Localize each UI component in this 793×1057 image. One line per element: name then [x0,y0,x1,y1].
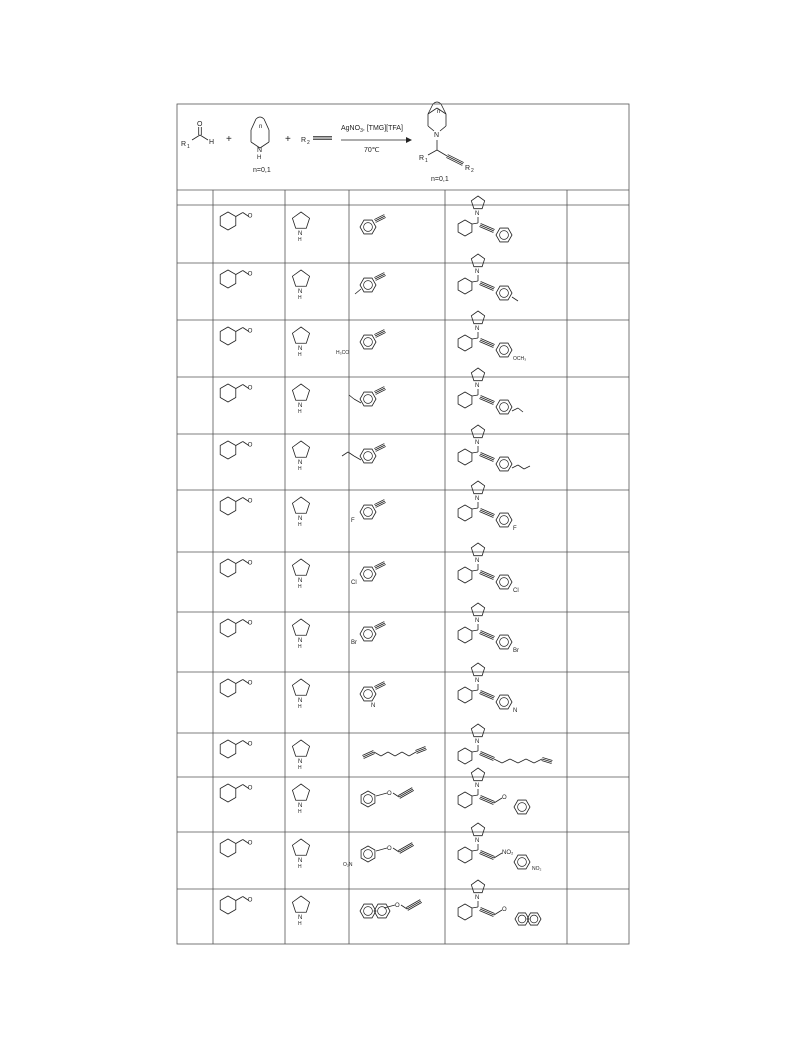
pyrrolidine-nitrogen: N [298,638,303,644]
pyrrolidine-ring [471,254,484,267]
aldehyde-oxygen: O [247,785,253,792]
product-nitrogen: N [475,739,480,745]
bond-line [393,848,399,852]
bond-line [236,620,243,624]
product-nitrogen: N [475,618,480,624]
triple-bond [447,156,463,164]
benzene-ring [360,449,376,463]
bond-line [236,897,243,901]
pyrrolidine-ring [471,768,484,781]
pyrrolidine-ring [471,724,484,737]
bond-line [472,223,478,224]
cyclohexane-ring [220,559,236,577]
halogen-substituent: Br [351,640,357,646]
aldehyde-oxygen: O [247,560,253,567]
cyclohexane-ring [220,441,236,459]
table-rows [220,196,552,927]
amine-nitrogen: N [257,147,263,154]
triple-bond [542,759,552,762]
pyrrolidine-hydrogen: H [298,409,302,415]
halogen-substituent: Cl [351,580,357,586]
bond-line [518,465,524,469]
pyrrolidine-ring [292,619,309,635]
table-row [220,880,541,927]
triple-bond [542,761,552,764]
pyrrolidine-ring [292,497,309,513]
pyrrolidine-nitrogen: N [298,578,303,584]
benzene-ring [496,513,512,527]
cyclohexane-ring [458,449,472,465]
reaction-temperature: 70℃ [364,147,380,154]
para-substituent: OCH₃ [513,356,527,362]
cyclohexane-ring [458,904,472,920]
para-substituent: Cl [513,588,519,594]
alkyne-r-group: R [301,137,307,144]
pyrrolidine-hydrogen: H [298,584,302,590]
bond-line [395,752,402,756]
pyrrolidine-nitrogen: N [298,516,303,522]
bond-line [472,630,478,631]
pyridine-ring [360,687,376,701]
table-row [220,663,517,714]
pyrrolidine-nitrogen: N [298,403,303,409]
ether-oxygen: NO₂ [502,850,514,856]
cyclohexane-ring [458,792,472,808]
bond-line [512,408,518,411]
aromatic-circle [500,231,509,240]
pyrrolidine-hydrogen: H [298,864,302,870]
benzene-ring [360,567,376,581]
aromatic-circle [518,858,527,867]
triple-bond [542,757,552,760]
bond-line [472,907,478,908]
cyclohexane-ring [220,270,236,288]
bond-line [502,759,510,763]
product-nitrogen: N [475,496,480,502]
benzene-ring [360,627,376,641]
pyrrolidine-nitrogen: N [298,346,303,352]
cyclohexane-ring [220,740,236,758]
cyclohexane-ring [220,619,236,637]
pyrrolidine-ring [292,896,309,912]
aromatic-circle [500,638,509,647]
arrow-head [406,137,412,143]
aldehyde-oxygen: O [247,840,253,847]
aromatic-circle [500,289,509,298]
table-row [220,254,518,301]
aldehyde-r-group: R [181,141,187,148]
pyrrolidine-ring [471,603,484,616]
ether-oxygen: O [395,903,400,909]
aldehyde-oxygen: O [197,121,203,128]
pyrrolidine-nitrogen: N [298,460,303,466]
benzene-ring [496,228,512,242]
cyclohexane-ring [458,505,472,521]
aromatic-circle [500,516,509,525]
cyclohexane-ring [458,687,472,703]
bond-line [428,150,437,155]
product-nitrogen: N [475,211,480,217]
benzene-ring [360,335,376,349]
benzene-ring [361,791,375,807]
reaction-scheme-header [181,102,474,183]
pyrrolidine-ring [292,270,309,286]
bond-line [524,466,530,469]
aldehyde-oxygen: O [247,897,253,904]
bond-line [472,508,478,509]
pyrrolidine-hydrogen: H [298,644,302,650]
aromatic-circle [364,508,373,517]
aldehyde-oxygen: O [247,385,253,392]
bond-line [200,135,208,140]
cyclohexane-ring [220,839,236,857]
benzene-ring [514,800,530,814]
bond-line [512,465,518,468]
table-row [220,425,530,472]
pyrrolidine-hydrogen: H [298,809,302,815]
methoxy-group: H₃CO [336,350,350,356]
cyclohexane-ring [458,278,472,294]
table-row [220,481,517,532]
cyclohexane-ring [220,497,236,515]
aromatic-circle [530,915,538,923]
bond-line [402,752,409,756]
bond-line [236,328,243,332]
pyrrolidine-nitrogen: N [298,803,303,809]
bond-line [236,442,243,446]
bond-line [472,850,478,851]
bond-line [236,785,243,789]
amine-n-range: n=0,1 [253,167,271,174]
triple-bond [399,789,413,797]
bond-line [236,498,243,502]
bond-line [472,395,478,396]
aromatic-circle [364,690,373,699]
cyclohexane-ring [458,335,472,351]
cyclohexane-ring [220,679,236,697]
product-nitrogen: N [475,838,480,844]
aldehyde-oxygen: O [247,680,253,687]
pyrrolidine-ring [471,311,484,324]
pyridine-nitrogen: N [371,703,376,709]
amine-hydrogen: H [257,155,262,161]
table-row [220,311,526,362]
pyrrolidine-ring [292,384,309,400]
triple-bond [448,155,464,163]
para-substituent: Br [513,648,519,654]
bond-line [526,759,534,763]
bond-line [342,452,348,456]
bond-line [264,119,269,130]
pyrrolidine-hydrogen: H [298,237,302,243]
aldehyde-r-subscript: 1 [187,144,190,150]
aldehyde-oxygen: O [247,741,253,748]
product-nitrogen: N [434,132,440,139]
pyrrolidine-ring [292,559,309,575]
bond-line [401,905,407,909]
bond-line [437,150,447,156]
pyrrolidine-nitrogen: N [298,231,303,237]
aromatic-circle [364,630,373,639]
halogen-substituent: F [351,518,355,524]
bond-line [440,126,446,131]
para-substituent: N [513,708,518,714]
benzene-ring [360,505,376,519]
pyrrolidine-ring [471,880,484,893]
bond-line [494,798,502,803]
aromatic-circle [364,452,373,461]
ether-oxygen: O [502,907,507,913]
benzene-ring [360,278,376,292]
bond-line [236,271,243,275]
nitro-group: NO₂ [532,866,542,872]
bond-line [409,752,416,756]
product-nitrogen: N [475,678,480,684]
aromatic-circle [500,403,509,412]
pyrrolidine-ring [471,823,484,836]
pyrrolidine-nitrogen: N [298,915,303,921]
benzene-ring [496,457,512,471]
bond-line [428,126,434,131]
cyclohexane-ring [458,847,472,863]
bond-line [376,848,387,851]
table-row [220,196,512,243]
table-row [220,543,518,594]
triple-bond [446,157,462,165]
ether-oxygen: O [502,795,507,801]
ring-bracket [256,117,264,119]
bond-line [510,759,518,763]
aromatic-circle [518,803,527,812]
triple-bond [398,788,412,796]
pyridine-ring [496,695,512,709]
plus-sign: + [285,134,291,145]
aromatic-circle [364,395,373,404]
bond-line [376,793,387,796]
bond-line [236,213,243,217]
product-r1: R [419,155,425,162]
ring-size-index: n [259,124,263,130]
product-nitrogen: N [475,783,480,789]
pyrrolidine-ring [292,679,309,695]
product-nitrogen: N [475,440,480,446]
aromatic-circle [518,915,526,923]
ring-size-index: n [437,109,441,115]
methyl-bond [512,297,518,301]
bond-line [349,395,354,399]
bond-line [236,741,243,745]
pyrrolidine-ring [292,784,309,800]
product-nitrogen: N [475,269,480,275]
triple-bond [400,790,414,798]
product-nitrogen: N [475,383,480,389]
triple-bond [407,901,421,909]
aldehyde-oxygen: O [247,328,253,335]
aromatic-circle [364,338,373,347]
pyrrolidine-nitrogen: N [298,289,303,295]
aromatic-circle [500,578,509,587]
pyrrolidine-ring [471,425,484,438]
product-nitrogen: N [475,558,480,564]
cyclohexane-ring [220,784,236,802]
reagent-label: AgNO$_3$, [TMG][TFA] [341,125,403,134]
table-grid [177,104,629,944]
aromatic-circle [364,570,373,579]
bond-line [472,690,478,691]
ether-oxygen: O [387,791,392,797]
bond-line [374,752,381,756]
bond-line [494,853,502,858]
bond-line [251,119,256,130]
bond-line [472,281,478,282]
pyrrolidine-hydrogen: H [298,466,302,472]
product-nitrogen: N [475,326,480,332]
pyrrolidine-ring [471,481,484,494]
pyrrolidine-hydrogen: H [298,765,302,771]
bond-line [472,751,478,752]
triple-bond [406,900,420,908]
cyclohexane-ring [458,392,472,408]
cyclohexane-ring [220,327,236,345]
pyrrolidine-ring [471,196,484,209]
aromatic-circle [500,346,509,355]
benzene-ring [496,286,512,300]
aromatic-circle [500,460,509,469]
product-nitrogen: N [475,895,480,901]
bond-line [472,338,478,339]
pyrrolidine-ring [292,212,309,228]
bond-line [534,759,542,763]
bond-line [494,759,502,763]
product-r2: R [465,165,471,172]
bond-line [236,385,243,389]
triple-bond [398,843,412,851]
benzene-ring [361,846,375,862]
benzene-ring [496,635,512,649]
aldehyde-hydrogen: H [209,139,215,146]
table-row [220,823,541,872]
aromatic-circle [364,850,373,859]
aromatic-circle [364,281,373,290]
benzene-ring [496,400,512,414]
methyl-bond [355,289,361,294]
cyclohexane-ring [220,384,236,402]
bond-line [381,752,388,756]
bond-line [236,680,243,684]
bond-line [472,570,478,571]
pyrrolidine-nitrogen: N [298,858,303,864]
aldehyde-oxygen: O [247,271,253,278]
pyrrolidine-ring [292,327,309,343]
para-substituent: F [513,526,517,532]
benzene-ring [360,220,376,234]
aldehyde-oxygen: O [247,498,253,505]
product-n-range: n=0,1 [431,176,449,183]
aldehyde-oxygen: O [247,442,253,449]
aldehyde-oxygen: O [247,213,253,220]
table-row [220,603,519,654]
cyclohexane-ring [220,896,236,914]
table-border [177,104,629,944]
bond-line [388,752,395,756]
table-row [220,368,523,415]
triple-bond [408,902,422,910]
bond-line [236,560,243,564]
cyclohexane-ring [458,748,472,764]
bond-line [494,910,502,915]
pyrrolidine-ring [292,740,309,756]
cyclohexane-ring [458,627,472,643]
plus-sign: + [226,134,232,145]
pyrrolidine-hydrogen: H [298,295,302,301]
benzene-ring [496,343,512,357]
bond-line [393,793,399,797]
pyrrolidine-ring [292,839,309,855]
bond-line [192,135,200,140]
benzene-ring [496,575,512,589]
pyrrolidine-ring [292,441,309,457]
bond-line [518,408,523,412]
aromatic-circle [364,223,373,232]
pyrrolidine-ring [471,663,484,676]
bond-line [472,795,478,796]
table-row [220,724,552,771]
cyclohexane-ring [458,567,472,583]
pyrrolidine-nitrogen: N [298,698,303,704]
benzene-ring [360,392,376,406]
pyrrolidine-hydrogen: H [298,352,302,358]
triple-bond [400,845,414,853]
alkyne-r-subscript: 2 [307,140,310,146]
benzene-ring [514,855,530,869]
ether-oxygen: O [387,846,392,852]
bond-line [236,840,243,844]
pyrrolidine-ring [471,368,484,381]
pyrrolidine-nitrogen: N [298,759,303,765]
nitro-group: O₂N [343,862,353,868]
pyrrolidine-hydrogen: H [298,704,302,710]
bond-line [384,905,395,908]
table-row [220,768,530,815]
aromatic-circle [364,795,373,804]
pyrrolidine-ring [471,543,484,556]
pyrrolidine-hydrogen: H [298,921,302,927]
bond-line [472,452,478,453]
cyclohexane-ring [458,220,472,236]
cyclohexane-ring [220,212,236,230]
product-r2-subscript: 2 [471,168,474,174]
triple-bond [399,844,413,852]
aromatic-circle [500,698,509,707]
aldehyde-oxygen: O [247,620,253,627]
product-r1-subscript: 1 [425,158,428,164]
aromatic-circle [364,907,373,916]
pyrrolidine-hydrogen: H [298,522,302,528]
bond-line [518,759,526,763]
